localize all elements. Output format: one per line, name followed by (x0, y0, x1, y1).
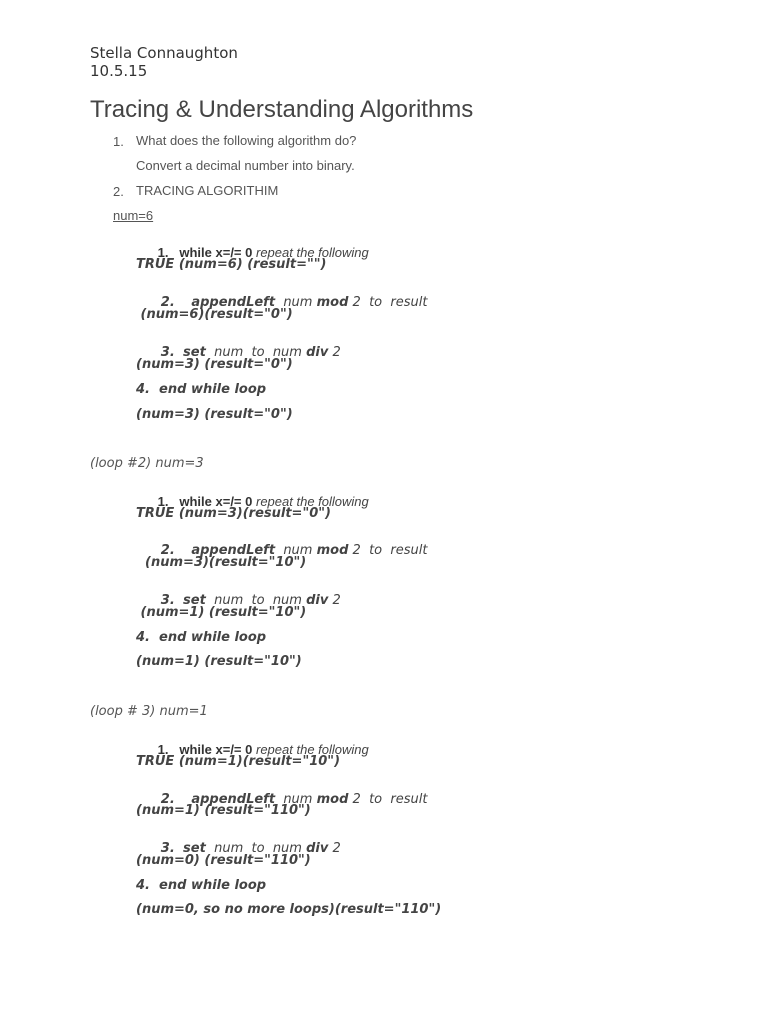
trace-result-3: (num=3) (result="0") (136, 357, 293, 372)
step-2-number: 2. (160, 792, 175, 807)
page-title: Tracing & Understanding Algorithms (90, 96, 474, 123)
while-condition: x=/= 0 (215, 742, 253, 757)
question-1-number: 1. (113, 134, 124, 149)
trace-result-1: TRUE (num=3)(result="0") (136, 506, 331, 521)
author-name: Stella Connaughton (90, 44, 238, 62)
append-keyword: appendLeft (191, 792, 276, 807)
while-keyword: while (179, 742, 212, 757)
append-keyword: appendLeft (191, 543, 276, 558)
trace-result-2: (num=3)(result="10") (136, 555, 307, 570)
trace-result-1: TRUE (num=6) (result="") (136, 257, 327, 272)
step-1-number: 1. (157, 494, 169, 509)
step-3-number: 3. (160, 841, 175, 856)
div-operator: div (306, 841, 329, 856)
mod-operator: mod (316, 792, 349, 807)
while-rest: repeat the following (256, 742, 369, 757)
append-rest: 2 to result (352, 295, 428, 310)
trace-result-4: (num=0, so no more loops)(result="110") (136, 902, 442, 917)
trace-result-2: (num=1) (result="110") (136, 803, 311, 818)
div-operator: div (306, 593, 329, 608)
answer-1-text: Convert a decimal number into binary. (136, 158, 355, 173)
mod-operator: mod (316, 295, 349, 310)
trace-result-4: (num=1) (result="10") (136, 654, 302, 669)
append-arg: num (283, 792, 313, 807)
step-3-number: 3. (160, 593, 175, 608)
set-rest: 2 (332, 593, 341, 608)
div-operator: div (306, 345, 329, 360)
set-keyword: set (183, 593, 206, 608)
set-arg: num to num (214, 593, 302, 608)
trace-result-1: TRUE (num=1)(result="10") (136, 754, 341, 769)
set-arg: num to num (214, 345, 302, 360)
step-1-number: 1. (157, 245, 169, 260)
set-keyword: set (183, 841, 206, 856)
question-1-text: What does the following algorithm do? (136, 133, 357, 148)
question-2-number: 2. (113, 184, 124, 199)
append-rest: 2 to result (352, 543, 428, 558)
mod-operator: mod (316, 543, 349, 558)
loop-heading: (loop # 3) num=1 (90, 704, 208, 719)
step-2-number: 2. (160, 295, 175, 310)
while-rest: repeat the following (256, 245, 369, 260)
step-4-line: 4. end while loop (136, 382, 267, 397)
while-rest: repeat the following (256, 494, 369, 509)
document-date: 10.5.15 (90, 62, 148, 80)
trace-result-3: (num=0) (result="110") (136, 853, 311, 868)
while-condition: x=/= 0 (215, 245, 253, 260)
trace-result-4: (num=3) (result="0") (136, 407, 293, 422)
while-keyword: while (179, 245, 212, 260)
append-arg: num (283, 295, 313, 310)
append-keyword: appendLeft (191, 295, 276, 310)
append-rest: 2 to result (352, 792, 428, 807)
while-condition: x=/= 0 (215, 494, 253, 509)
set-rest: 2 (332, 841, 341, 856)
loop-heading: (loop #2) num=3 (90, 456, 204, 471)
step-3-number: 3. (160, 345, 175, 360)
step-1-number: 1. (157, 742, 169, 757)
step-4-line: 4. end while loop (136, 878, 267, 893)
while-keyword: while (179, 494, 212, 509)
append-arg: num (283, 543, 313, 558)
initial-value: num=6 (113, 208, 154, 223)
step-2-number: 2. (160, 543, 175, 558)
question-2-text: TRACING ALGORITHIM (136, 183, 279, 198)
set-rest: 2 (332, 345, 341, 360)
set-arg: num to num (214, 841, 302, 856)
trace-result-3: (num=1) (result="10") (136, 605, 307, 620)
step-4-line: 4. end while loop (136, 630, 267, 645)
trace-result-2: (num=6)(result="0") (136, 307, 293, 322)
set-keyword: set (183, 345, 206, 360)
